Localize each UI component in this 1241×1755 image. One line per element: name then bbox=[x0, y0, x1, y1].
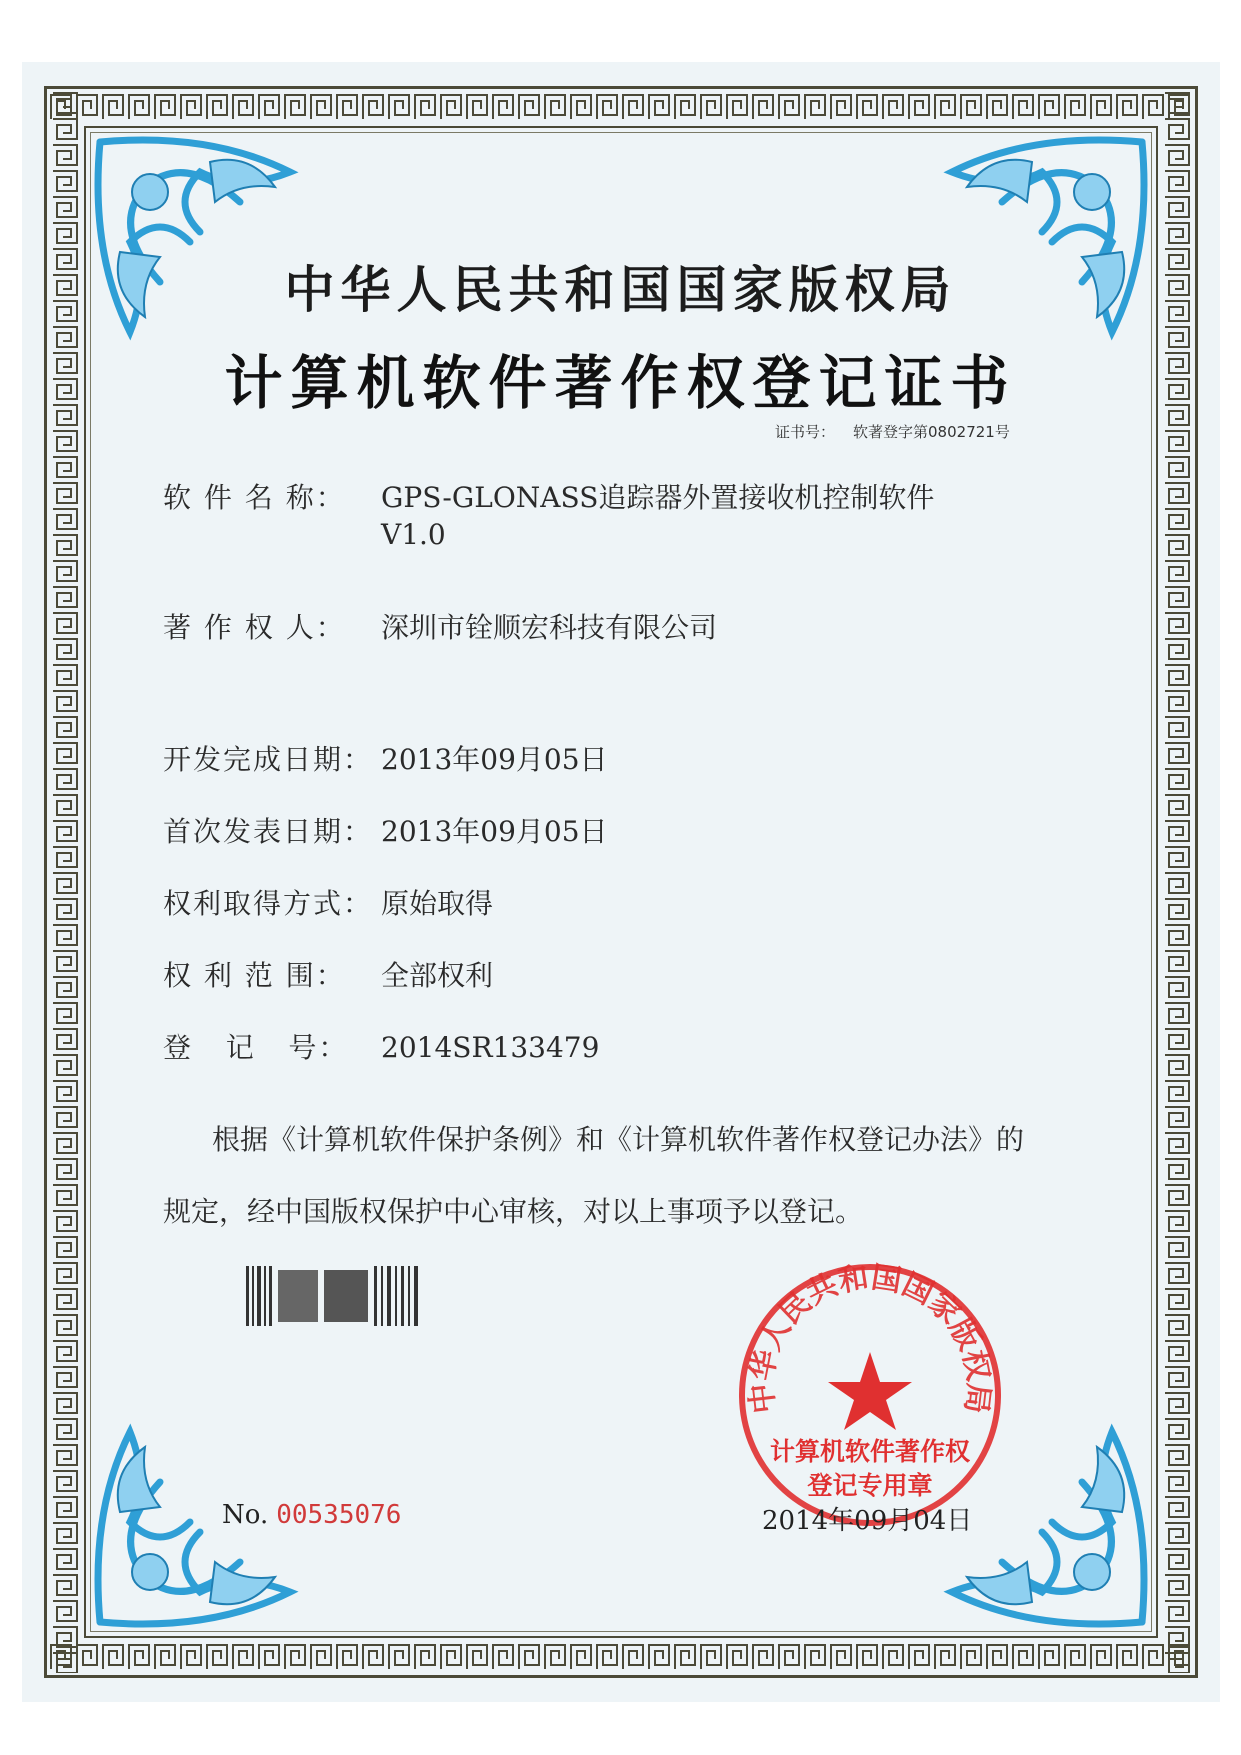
field-label: 权利取得方式： bbox=[163, 887, 374, 920]
issuing-authority: 中华人民共和国国家版权局 bbox=[284, 261, 957, 319]
field-label: 权 利 范 围： bbox=[163, 959, 346, 992]
seal-inner-line-2: 登记专用章 bbox=[807, 1471, 933, 1500]
field-row-rights-scope bbox=[163, 954, 493, 994]
certificate-title: 计算机软件著作权登记证书 bbox=[224, 349, 1017, 417]
field-value: 2013年09月05日 bbox=[381, 815, 608, 848]
statement-line-2: 规定，经中国版权保护中心审核，对以上事项予以登记。 bbox=[163, 1195, 864, 1228]
field-value-version: V1.0 bbox=[381, 518, 446, 551]
serial-number bbox=[222, 1500, 401, 1530]
field-row-development-date bbox=[163, 738, 608, 778]
official-seal bbox=[735, 1260, 1005, 1530]
fret-border-bottom bbox=[49, 1641, 1193, 1673]
field-label: 软 件 名 称： bbox=[163, 481, 346, 514]
field-row-registration-number bbox=[163, 1026, 599, 1066]
seal-outer-text: 中华人民共和国国家版权局 bbox=[744, 1260, 996, 1416]
field-value: 2013年09月05日 bbox=[381, 743, 608, 776]
certificate-number bbox=[775, 421, 1010, 442]
fret-border-left bbox=[49, 91, 81, 1673]
fret-border-right bbox=[1161, 91, 1193, 1673]
serial-number-label: No. bbox=[222, 1500, 269, 1530]
certificate-number-label: 证书号： bbox=[775, 423, 836, 441]
issue-date: 2014年09月04日 bbox=[762, 1506, 973, 1536]
field-value: 原始取得 bbox=[381, 887, 494, 920]
field-row-acquisition-method bbox=[163, 882, 493, 922]
seal-inner-line-1: 计算机软件著作权 bbox=[769, 1437, 971, 1466]
field-label: 著 作 权 人： bbox=[163, 611, 346, 644]
fret-border-top bbox=[49, 91, 1193, 123]
field-value: GPS-GLONASS追踪器外置接收机控制软件 bbox=[381, 481, 935, 514]
statement-line-1: 根据《计算机软件保护条例》和《计算机软件著作权登记办法》的 bbox=[212, 1123, 1025, 1156]
field-value: 全部权利 bbox=[381, 959, 494, 992]
certificate-number-value: 软著登字第0802721号 bbox=[853, 423, 1010, 441]
barcode-icon bbox=[246, 1266, 422, 1326]
field-row-software-name bbox=[163, 476, 935, 551]
field-value: 2014SR133479 bbox=[381, 1031, 600, 1064]
field-label: 登 记 号： bbox=[163, 1031, 349, 1064]
corner-ornament-icon bbox=[922, 132, 1152, 362]
field-value: 深圳市铨顺宏科技有限公司 bbox=[381, 611, 718, 644]
serial-number-value: 00535076 bbox=[276, 1500, 402, 1530]
field-row-publish-date bbox=[163, 810, 608, 850]
field-label: 首次发表日期： bbox=[163, 815, 374, 848]
corner-ornament-icon bbox=[90, 132, 320, 362]
field-label: 开发完成日期： bbox=[163, 743, 374, 776]
seal-star-icon bbox=[828, 1352, 912, 1430]
field-row-copyright-owner bbox=[163, 606, 717, 646]
